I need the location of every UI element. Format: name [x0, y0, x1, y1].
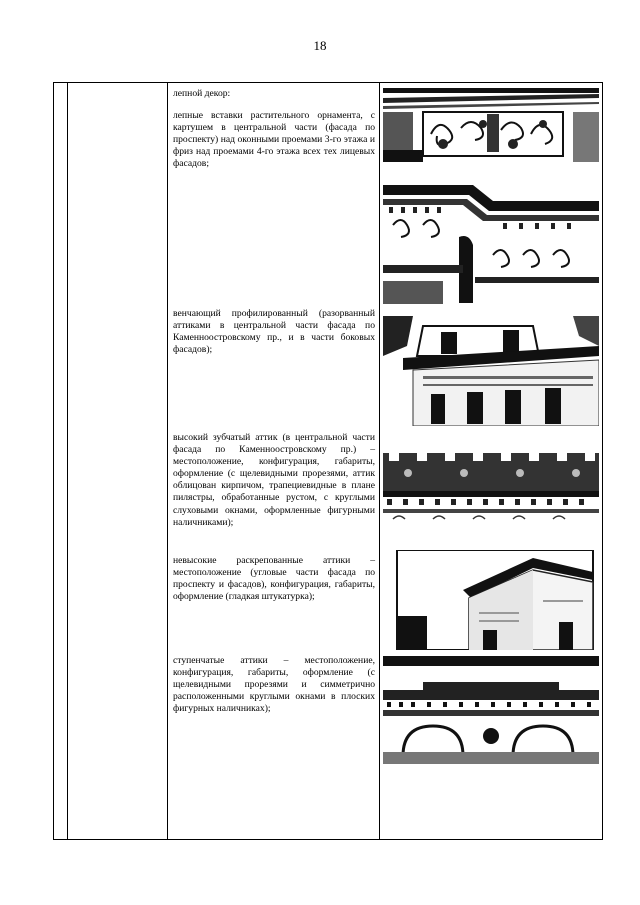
entry-text: высокий зубчатый аттик (в центральной части фасада по Каменноостровскому пр.) – местоположение, конфигурация, габариты, оформление (с щелевидными прорезями, аттик облицован кирпичом, трапециевидные в плане пилястры, обработанные рустом, с круглыми слуховыми окнами, оформленные фигурными наличниками);	[173, 432, 375, 528]
table-column-divider-1	[67, 82, 68, 840]
table-border-top	[53, 82, 603, 83]
entry-text: невысокие раскрепованные аттики – местоположение (угловые части фасада по проспекту и фасадов), конфигурация, габариты, оформление (гладкая штукатурка);	[173, 555, 375, 603]
entry-high-toothed-attic	[173, 432, 375, 539]
entry-stucco-decor	[173, 88, 375, 181]
cornice-ornament-photo	[383, 177, 599, 304]
entry-text: ступенчатые аттики – местоположение, конфигурация, габариты, оформление (с щелевидными прорезями и симметрично расположенными круглыми окнами в плоских фигурных наличниках);	[173, 655, 375, 715]
entry-low-attics	[173, 555, 375, 613]
table-border-right	[602, 82, 603, 840]
table-border-left	[53, 82, 54, 840]
entry-stepped-attics	[173, 655, 375, 725]
table-border-bottom	[53, 839, 603, 840]
table-column-divider-2	[167, 82, 168, 840]
corner-attic-photo	[383, 550, 599, 650]
table-column-divider-3	[379, 82, 380, 840]
entry-crowning-cornice	[173, 308, 375, 366]
toothed-attic-photo	[383, 437, 599, 537]
stepped-attic-photo	[383, 656, 599, 764]
entry-text: лепные вставки растительного орнамента, с картушем в центральной части (фасада по проспекту) над оконными проемами 3-го этажа и фриз над проемами 4-го этажа всех тех лицевых фасадов;	[173, 110, 375, 170]
entry-heading: лепной декор:	[173, 88, 231, 99]
broken-pediment-attic-photo	[383, 316, 599, 426]
ornament-frieze-photo	[383, 84, 599, 162]
entry-text: венчающий профилированный (разорванный аттиками в центральной части фасада по Каменноостровскому пр., и в части боковых фасадов);	[173, 308, 375, 356]
page-number: 18	[313, 38, 327, 53]
